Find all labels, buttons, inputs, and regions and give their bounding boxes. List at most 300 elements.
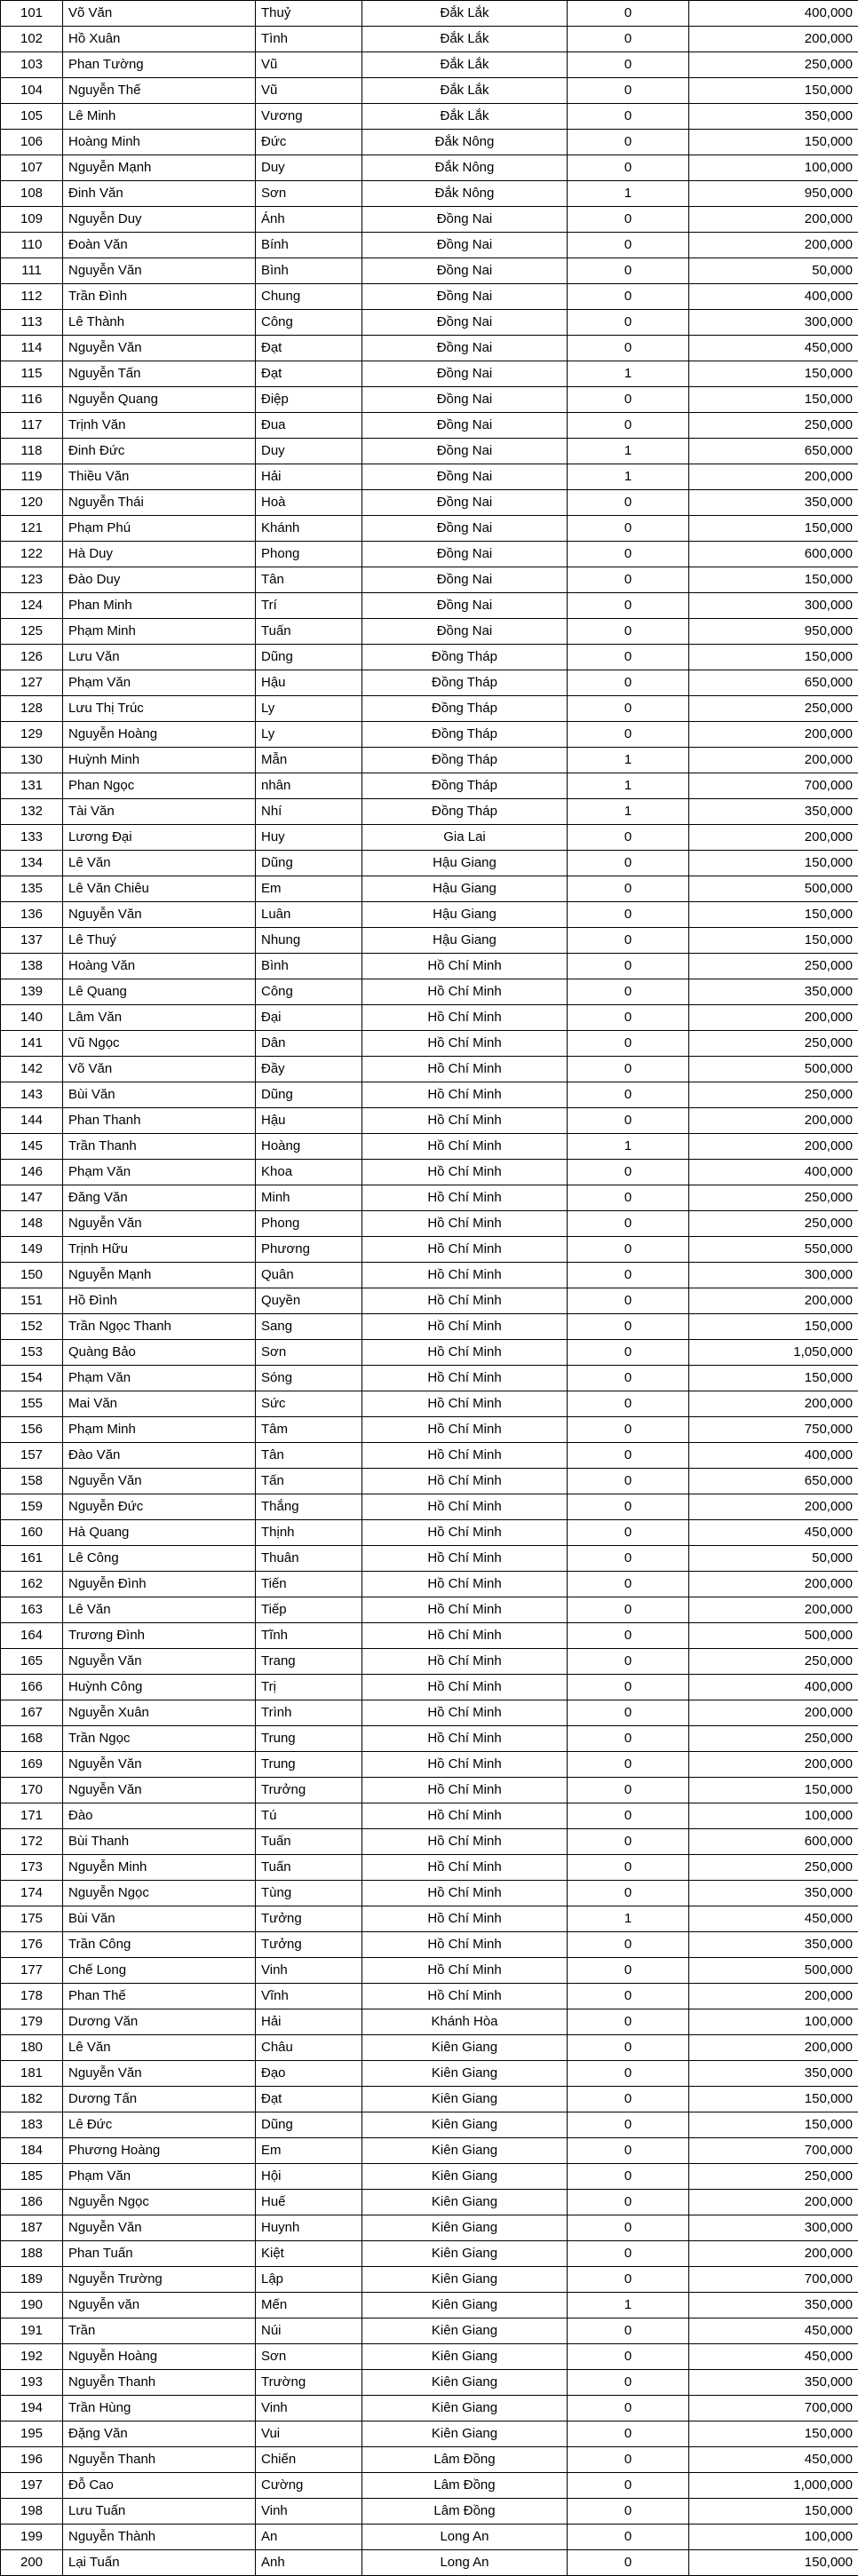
cell-province[interactable]: Hồ Chí Minh [362, 1546, 568, 1572]
cell-row-number[interactable]: 200 [1, 2550, 63, 2576]
cell-first-name[interactable]: Huế [256, 2190, 362, 2215]
cell-first-name[interactable]: Công [256, 310, 362, 336]
cell-row-number[interactable]: 118 [1, 439, 63, 464]
cell-last-name[interactable]: Phạm Văn [63, 1160, 256, 1185]
cell-amount[interactable]: 250,000 [689, 1211, 858, 1237]
cell-first-name[interactable]: Ánh [256, 207, 362, 233]
cell-province[interactable]: Hồ Chí Minh [362, 1984, 568, 2009]
cell-row-number[interactable]: 124 [1, 593, 63, 619]
cell-row-number[interactable]: 139 [1, 979, 63, 1005]
cell-first-name[interactable]: Núi [256, 2318, 362, 2344]
cell-last-name[interactable]: Nguyễn Đức [63, 1494, 256, 1520]
cell-row-number[interactable]: 188 [1, 2241, 63, 2267]
cell-flag[interactable]: 0 [568, 1881, 689, 1906]
cell-flag[interactable]: 0 [568, 567, 689, 593]
cell-province[interactable]: Hồ Chí Minh [362, 1855, 568, 1881]
cell-province[interactable]: Hồ Chí Minh [362, 1108, 568, 1134]
cell-first-name[interactable]: Công [256, 979, 362, 1005]
cell-flag[interactable]: 0 [568, 1340, 689, 1366]
cell-flag[interactable]: 0 [568, 1160, 689, 1185]
cell-flag[interactable]: 0 [568, 1211, 689, 1237]
cell-row-number[interactable]: 165 [1, 1649, 63, 1675]
cell-last-name[interactable]: Lâm Văn [63, 1005, 256, 1031]
cell-province[interactable]: Hồ Chí Minh [362, 1572, 568, 1597]
cell-province[interactable]: Kiên Giang [362, 2293, 568, 2318]
cell-last-name[interactable]: Nguyễn Hoàng [63, 722, 256, 748]
cell-row-number[interactable]: 191 [1, 2318, 63, 2344]
cell-first-name[interactable]: Trị [256, 1675, 362, 1700]
cell-row-number[interactable]: 185 [1, 2164, 63, 2190]
cell-last-name[interactable]: Đỗ Cao [63, 2473, 256, 2499]
cell-row-number[interactable]: 181 [1, 2061, 63, 2087]
cell-row-number[interactable]: 149 [1, 1237, 63, 1263]
cell-first-name[interactable]: Phong [256, 1211, 362, 1237]
cell-province[interactable]: Hồ Chí Minh [362, 1340, 568, 1366]
cell-amount[interactable]: 200,000 [689, 1288, 858, 1314]
cell-first-name[interactable]: Sơn [256, 1340, 362, 1366]
cell-amount[interactable]: 450,000 [689, 2344, 858, 2370]
cell-last-name[interactable]: Trịnh Văn [63, 413, 256, 439]
cell-province[interactable]: Long An [362, 2524, 568, 2550]
cell-first-name[interactable]: Quyền [256, 1288, 362, 1314]
cell-flag[interactable]: 0 [568, 1443, 689, 1469]
cell-amount[interactable]: 150,000 [689, 1778, 858, 1803]
cell-row-number[interactable]: 189 [1, 2267, 63, 2293]
cell-first-name[interactable]: Vinh [256, 2499, 362, 2524]
cell-first-name[interactable]: Trình [256, 1700, 362, 1726]
cell-last-name[interactable]: Lê Minh [63, 104, 256, 130]
cell-amount[interactable]: 200,000 [689, 2035, 858, 2061]
cell-flag[interactable]: 1 [568, 773, 689, 799]
cell-row-number[interactable]: 127 [1, 670, 63, 696]
cell-province[interactable]: Kiên Giang [362, 2035, 568, 2061]
cell-flag[interactable]: 0 [568, 1417, 689, 1443]
cell-flag[interactable]: 0 [568, 2499, 689, 2524]
cell-last-name[interactable]: Hoàng Minh [63, 130, 256, 155]
cell-amount[interactable]: 200,000 [689, 825, 858, 851]
cell-amount[interactable]: 400,000 [689, 1675, 858, 1700]
cell-flag[interactable]: 0 [568, 851, 689, 876]
cell-flag[interactable]: 0 [568, 130, 689, 155]
cell-amount[interactable]: 450,000 [689, 1906, 858, 1932]
cell-row-number[interactable]: 101 [1, 1, 63, 27]
cell-amount[interactable]: 400,000 [689, 284, 858, 310]
cell-flag[interactable]: 0 [568, 310, 689, 336]
cell-amount[interactable]: 350,000 [689, 104, 858, 130]
cell-province[interactable]: Đồng Nai [362, 387, 568, 413]
cell-row-number[interactable]: 183 [1, 2112, 63, 2138]
cell-amount[interactable]: 350,000 [689, 2370, 858, 2396]
cell-flag[interactable]: 0 [568, 2447, 689, 2473]
cell-flag[interactable]: 0 [568, 1700, 689, 1726]
cell-last-name[interactable]: Phan Ngọc [63, 773, 256, 799]
cell-amount[interactable]: 100,000 [689, 2524, 858, 2550]
cell-flag[interactable]: 0 [568, 593, 689, 619]
cell-row-number[interactable]: 120 [1, 490, 63, 516]
cell-row-number[interactable]: 164 [1, 1623, 63, 1649]
cell-row-number[interactable]: 122 [1, 542, 63, 567]
cell-last-name[interactable]: Bùi Văn [63, 1082, 256, 1108]
cell-province[interactable]: Kiên Giang [362, 2138, 568, 2164]
cell-row-number[interactable]: 173 [1, 1855, 63, 1881]
cell-row-number[interactable]: 146 [1, 1160, 63, 1185]
cell-last-name[interactable]: Phạm Văn [63, 1366, 256, 1391]
cell-first-name[interactable]: Hải [256, 464, 362, 490]
cell-row-number[interactable]: 103 [1, 52, 63, 78]
cell-flag[interactable]: 0 [568, 1803, 689, 1829]
cell-province[interactable]: Hồ Chí Minh [362, 1932, 568, 1958]
cell-flag[interactable]: 0 [568, 104, 689, 130]
cell-flag[interactable]: 0 [568, 1288, 689, 1314]
cell-last-name[interactable]: Tài Văn [63, 799, 256, 825]
cell-province[interactable]: Đồng Tháp [362, 748, 568, 773]
cell-first-name[interactable]: Sơn [256, 2344, 362, 2370]
cell-flag[interactable]: 1 [568, 799, 689, 825]
cell-last-name[interactable]: Nguyễn Văn [63, 1211, 256, 1237]
cell-amount[interactable]: 100,000 [689, 1803, 858, 1829]
cell-first-name[interactable]: Thịnh [256, 1520, 362, 1546]
cell-first-name[interactable]: Cường [256, 2473, 362, 2499]
cell-row-number[interactable]: 176 [1, 1932, 63, 1958]
cell-amount[interactable]: 600,000 [689, 1829, 858, 1855]
cell-row-number[interactable]: 147 [1, 1185, 63, 1211]
cell-amount[interactable]: 250,000 [689, 52, 858, 78]
cell-row-number[interactable]: 199 [1, 2524, 63, 2550]
cell-last-name[interactable]: Phan Minh [63, 593, 256, 619]
cell-row-number[interactable]: 187 [1, 2215, 63, 2241]
cell-first-name[interactable]: Tùng [256, 1881, 362, 1906]
cell-row-number[interactable]: 168 [1, 1726, 63, 1752]
cell-first-name[interactable]: Mến [256, 2293, 362, 2318]
cell-flag[interactable]: 0 [568, 1237, 689, 1263]
cell-last-name[interactable]: Lê Văn Chiêu [63, 876, 256, 902]
cell-amount[interactable]: 150,000 [689, 851, 858, 876]
cell-flag[interactable]: 0 [568, 2241, 689, 2267]
cell-last-name[interactable]: Trần Công [63, 1932, 256, 1958]
cell-province[interactable]: Hồ Chí Minh [362, 1417, 568, 1443]
cell-province[interactable]: Hồ Chí Minh [362, 1288, 568, 1314]
cell-row-number[interactable]: 170 [1, 1778, 63, 1803]
cell-amount[interactable]: 650,000 [689, 1469, 858, 1494]
cell-province[interactable]: Hồ Chí Minh [362, 1082, 568, 1108]
cell-province[interactable]: Đắk Nông [362, 130, 568, 155]
cell-first-name[interactable]: Mẫn [256, 748, 362, 773]
cell-flag[interactable]: 0 [568, 1958, 689, 1984]
cell-last-name[interactable]: Phan Tuấn [63, 2241, 256, 2267]
cell-province[interactable]: Đồng Nai [362, 284, 568, 310]
cell-last-name[interactable]: Nguyễn Duy [63, 207, 256, 233]
cell-amount[interactable]: 450,000 [689, 336, 858, 361]
cell-row-number[interactable]: 152 [1, 1314, 63, 1340]
cell-flag[interactable]: 0 [568, 1314, 689, 1340]
cell-row-number[interactable]: 105 [1, 104, 63, 130]
cell-last-name[interactable]: Phạm Phú [63, 516, 256, 542]
cell-row-number[interactable]: 155 [1, 1391, 63, 1417]
cell-flag[interactable]: 0 [568, 2473, 689, 2499]
cell-first-name[interactable]: Đại [256, 1005, 362, 1031]
cell-last-name[interactable]: Nguyễn Mạnh [63, 155, 256, 181]
cell-amount[interactable]: 550,000 [689, 1237, 858, 1263]
cell-province[interactable]: Đồng Tháp [362, 670, 568, 696]
cell-province[interactable]: Hồ Chí Minh [362, 1469, 568, 1494]
cell-flag[interactable]: 0 [568, 336, 689, 361]
cell-first-name[interactable]: Huy [256, 825, 362, 851]
cell-flag[interactable]: 0 [568, 233, 689, 258]
cell-last-name[interactable]: Nguyễn Đình [63, 1572, 256, 1597]
cell-amount[interactable]: 200,000 [689, 748, 858, 773]
cell-row-number[interactable]: 198 [1, 2499, 63, 2524]
cell-amount[interactable]: 300,000 [689, 2215, 858, 2241]
cell-flag[interactable]: 1 [568, 1906, 689, 1932]
cell-row-number[interactable]: 162 [1, 1572, 63, 1597]
cell-flag[interactable]: 0 [568, 542, 689, 567]
cell-row-number[interactable]: 158 [1, 1469, 63, 1494]
cell-flag[interactable]: 0 [568, 645, 689, 670]
cell-amount[interactable]: 400,000 [689, 1443, 858, 1469]
cell-province[interactable]: Kiên Giang [362, 2318, 568, 2344]
cell-amount[interactable]: 200,000 [689, 233, 858, 258]
cell-province[interactable]: Hồ Chí Minh [362, 1752, 568, 1778]
cell-flag[interactable]: 0 [568, 2421, 689, 2447]
cell-first-name[interactable]: Tú [256, 1803, 362, 1829]
cell-amount[interactable]: 250,000 [689, 1726, 858, 1752]
cell-province[interactable]: Đồng Nai [362, 490, 568, 516]
cell-province[interactable]: Hậu Giang [362, 851, 568, 876]
cell-row-number[interactable]: 156 [1, 1417, 63, 1443]
cell-last-name[interactable]: Đinh Văn [63, 181, 256, 207]
cell-first-name[interactable]: Nhung [256, 928, 362, 954]
cell-province[interactable]: Hồ Chí Minh [362, 1958, 568, 1984]
cell-flag[interactable]: 0 [568, 387, 689, 413]
cell-flag[interactable]: 0 [568, 2267, 689, 2293]
cell-last-name[interactable]: Quàng Bảo [63, 1340, 256, 1366]
cell-row-number[interactable]: 133 [1, 825, 63, 851]
cell-flag[interactable]: 0 [568, 1572, 689, 1597]
cell-flag[interactable]: 0 [568, 1057, 689, 1082]
cell-last-name[interactable]: Nguyễn Thế [63, 78, 256, 104]
cell-amount[interactable]: 200,000 [689, 1108, 858, 1134]
cell-flag[interactable]: 1 [568, 1134, 689, 1160]
cell-province[interactable]: Hồ Chí Minh [362, 1906, 568, 1932]
cell-first-name[interactable]: Tuấn [256, 619, 362, 645]
cell-last-name[interactable]: Đăng Văn [63, 1185, 256, 1211]
cell-row-number[interactable]: 131 [1, 773, 63, 799]
cell-last-name[interactable]: Nguyễn Thái [63, 490, 256, 516]
cell-last-name[interactable]: Nguyễn văn [63, 2293, 256, 2318]
cell-last-name[interactable]: Nguyễn Văn [63, 1778, 256, 1803]
cell-amount[interactable]: 100,000 [689, 2009, 858, 2035]
cell-first-name[interactable]: Hoà [256, 490, 362, 516]
cell-flag[interactable]: 0 [568, 2112, 689, 2138]
cell-last-name[interactable]: Phan Thế [63, 1984, 256, 2009]
cell-amount[interactable]: 150,000 [689, 2499, 858, 2524]
cell-amount[interactable]: 150,000 [689, 567, 858, 593]
cell-flag[interactable]: 0 [568, 2164, 689, 2190]
cell-first-name[interactable]: Dũng [256, 1082, 362, 1108]
cell-flag[interactable]: 1 [568, 439, 689, 464]
cell-first-name[interactable]: An [256, 2524, 362, 2550]
cell-last-name[interactable]: Nguyễn Quang [63, 387, 256, 413]
cell-flag[interactable]: 0 [568, 1778, 689, 1803]
cell-row-number[interactable]: 163 [1, 1597, 63, 1623]
cell-flag[interactable]: 1 [568, 2293, 689, 2318]
cell-last-name[interactable]: Phạm Văn [63, 2164, 256, 2190]
cell-amount[interactable]: 150,000 [689, 516, 858, 542]
cell-flag[interactable]: 1 [568, 464, 689, 490]
cell-amount[interactable]: 350,000 [689, 1932, 858, 1958]
cell-province[interactable]: Kiên Giang [362, 2190, 568, 2215]
cell-amount[interactable]: 200,000 [689, 464, 858, 490]
cell-province[interactable]: Hồ Chí Minh [362, 1057, 568, 1082]
cell-row-number[interactable]: 174 [1, 1881, 63, 1906]
cell-flag[interactable]: 0 [568, 2215, 689, 2241]
cell-flag[interactable]: 0 [568, 155, 689, 181]
cell-flag[interactable]: 0 [568, 1546, 689, 1572]
cell-row-number[interactable]: 160 [1, 1520, 63, 1546]
cell-row-number[interactable]: 154 [1, 1366, 63, 1391]
cell-flag[interactable]: 0 [568, 1984, 689, 2009]
cell-province[interactable]: Đồng Tháp [362, 645, 568, 670]
cell-province[interactable]: Gia Lai [362, 825, 568, 851]
cell-first-name[interactable]: Trung [256, 1726, 362, 1752]
cell-flag[interactable]: 0 [568, 1675, 689, 1700]
cell-row-number[interactable]: 115 [1, 361, 63, 387]
cell-amount[interactable]: 200,000 [689, 1391, 858, 1417]
cell-last-name[interactable]: Nguyễn Văn [63, 1649, 256, 1675]
cell-last-name[interactable]: Phương Hoàng [63, 2138, 256, 2164]
cell-row-number[interactable]: 177 [1, 1958, 63, 1984]
cell-first-name[interactable]: Thuỷ [256, 1, 362, 27]
cell-province[interactable]: Hồ Chí Minh [362, 954, 568, 979]
cell-last-name[interactable]: Nguyễn Ngọc [63, 2190, 256, 2215]
cell-amount[interactable]: 150,000 [689, 2421, 858, 2447]
cell-province[interactable]: Đồng Tháp [362, 722, 568, 748]
cell-row-number[interactable]: 195 [1, 2421, 63, 2447]
cell-first-name[interactable]: Vinh [256, 2396, 362, 2421]
cell-last-name[interactable]: Lưu Thị Trúc [63, 696, 256, 722]
cell-row-number[interactable]: 112 [1, 284, 63, 310]
cell-row-number[interactable]: 108 [1, 181, 63, 207]
cell-last-name[interactable]: Nguyễn Văn [63, 258, 256, 284]
cell-last-name[interactable]: Trần Thanh [63, 1134, 256, 1160]
cell-last-name[interactable]: Lại Tuấn [63, 2550, 256, 2576]
cell-last-name[interactable]: Hà Duy [63, 542, 256, 567]
cell-flag[interactable]: 0 [568, 1855, 689, 1881]
cell-first-name[interactable]: Duy [256, 155, 362, 181]
cell-first-name[interactable]: Chung [256, 284, 362, 310]
cell-province[interactable]: Hồ Chí Minh [362, 1829, 568, 1855]
cell-first-name[interactable]: Phong [256, 542, 362, 567]
cell-first-name[interactable]: Vui [256, 2421, 362, 2447]
cell-amount[interactable]: 500,000 [689, 876, 858, 902]
cell-first-name[interactable]: Hội [256, 2164, 362, 2190]
cell-last-name[interactable]: Hà Quang [63, 1520, 256, 1546]
cell-row-number[interactable]: 180 [1, 2035, 63, 2061]
cell-last-name[interactable]: Lê Văn [63, 2035, 256, 2061]
cell-province[interactable]: Hồ Chí Minh [362, 1726, 568, 1752]
cell-flag[interactable]: 1 [568, 361, 689, 387]
cell-row-number[interactable]: 172 [1, 1829, 63, 1855]
cell-amount[interactable]: 750,000 [689, 1417, 858, 1443]
cell-province[interactable]: Kiên Giang [362, 2061, 568, 2087]
cell-last-name[interactable]: Huỳnh Công [63, 1675, 256, 1700]
cell-province[interactable]: Đồng Nai [362, 619, 568, 645]
cell-province[interactable]: Đồng Nai [362, 567, 568, 593]
cell-last-name[interactable]: Dương Tấn [63, 2087, 256, 2112]
cell-first-name[interactable]: Hoàng [256, 1134, 362, 1160]
cell-row-number[interactable]: 130 [1, 748, 63, 773]
cell-row-number[interactable]: 143 [1, 1082, 63, 1108]
cell-province[interactable]: Đồng Nai [362, 439, 568, 464]
cell-flag[interactable]: 0 [568, 2550, 689, 2576]
cell-province[interactable]: Đắk Lắk [362, 78, 568, 104]
cell-last-name[interactable]: Nguyễn Hoàng [63, 2344, 256, 2370]
cell-amount[interactable]: 350,000 [689, 2061, 858, 2087]
cell-row-number[interactable]: 132 [1, 799, 63, 825]
cell-amount[interactable]: 250,000 [689, 1031, 858, 1057]
cell-row-number[interactable]: 161 [1, 1546, 63, 1572]
cell-amount[interactable]: 300,000 [689, 1263, 858, 1288]
cell-amount[interactable]: 200,000 [689, 2241, 858, 2267]
cell-amount[interactable]: 200,000 [689, 1597, 858, 1623]
cell-province[interactable]: Đồng Nai [362, 336, 568, 361]
cell-flag[interactable]: 0 [568, 2318, 689, 2344]
cell-flag[interactable]: 0 [568, 696, 689, 722]
cell-first-name[interactable]: Vinh [256, 1958, 362, 1984]
cell-first-name[interactable]: Phương [256, 1237, 362, 1263]
cell-flag[interactable]: 0 [568, 207, 689, 233]
cell-first-name[interactable]: Hải [256, 2009, 362, 2035]
cell-flag[interactable]: 0 [568, 1031, 689, 1057]
cell-amount[interactable]: 1,000,000 [689, 2473, 858, 2499]
cell-row-number[interactable]: 148 [1, 1211, 63, 1237]
cell-first-name[interactable]: Minh [256, 1185, 362, 1211]
cell-first-name[interactable]: Tiến [256, 1572, 362, 1597]
cell-amount[interactable]: 150,000 [689, 361, 858, 387]
cell-province[interactable]: Hồ Chí Minh [362, 1005, 568, 1031]
cell-amount[interactable]: 250,000 [689, 1649, 858, 1675]
cell-row-number[interactable]: 109 [1, 207, 63, 233]
cell-last-name[interactable]: Nguyễn Ngọc [63, 1881, 256, 1906]
cell-province[interactable]: Hồ Chí Minh [362, 1211, 568, 1237]
cell-amount[interactable]: 250,000 [689, 1855, 858, 1881]
cell-last-name[interactable]: Võ Văn [63, 1057, 256, 1082]
cell-province[interactable]: Kiên Giang [362, 2087, 568, 2112]
cell-row-number[interactable]: 113 [1, 310, 63, 336]
cell-row-number[interactable]: 186 [1, 2190, 63, 2215]
cell-row-number[interactable]: 192 [1, 2344, 63, 2370]
cell-first-name[interactable]: Ly [256, 722, 362, 748]
cell-province[interactable]: Hậu Giang [362, 902, 568, 928]
cell-flag[interactable]: 0 [568, 1391, 689, 1417]
cell-province[interactable]: Hậu Giang [362, 876, 568, 902]
cell-last-name[interactable]: Lê Văn [63, 1597, 256, 1623]
cell-amount[interactable]: 700,000 [689, 2267, 858, 2293]
cell-first-name[interactable]: Đạt [256, 2087, 362, 2112]
cell-flag[interactable]: 0 [568, 2009, 689, 2035]
cell-flag[interactable]: 0 [568, 1623, 689, 1649]
cell-amount[interactable]: 250,000 [689, 1185, 858, 1211]
cell-amount[interactable]: 200,000 [689, 722, 858, 748]
cell-amount[interactable]: 500,000 [689, 1057, 858, 1082]
cell-province[interactable]: Đồng Nai [362, 542, 568, 567]
cell-province[interactable]: Đồng Nai [362, 413, 568, 439]
cell-last-name[interactable]: Đinh Đức [63, 439, 256, 464]
cell-last-name[interactable]: Nguyễn Trường [63, 2267, 256, 2293]
cell-first-name[interactable]: Sóng [256, 1366, 362, 1391]
cell-row-number[interactable]: 104 [1, 78, 63, 104]
cell-province[interactable]: Đồng Nai [362, 464, 568, 490]
